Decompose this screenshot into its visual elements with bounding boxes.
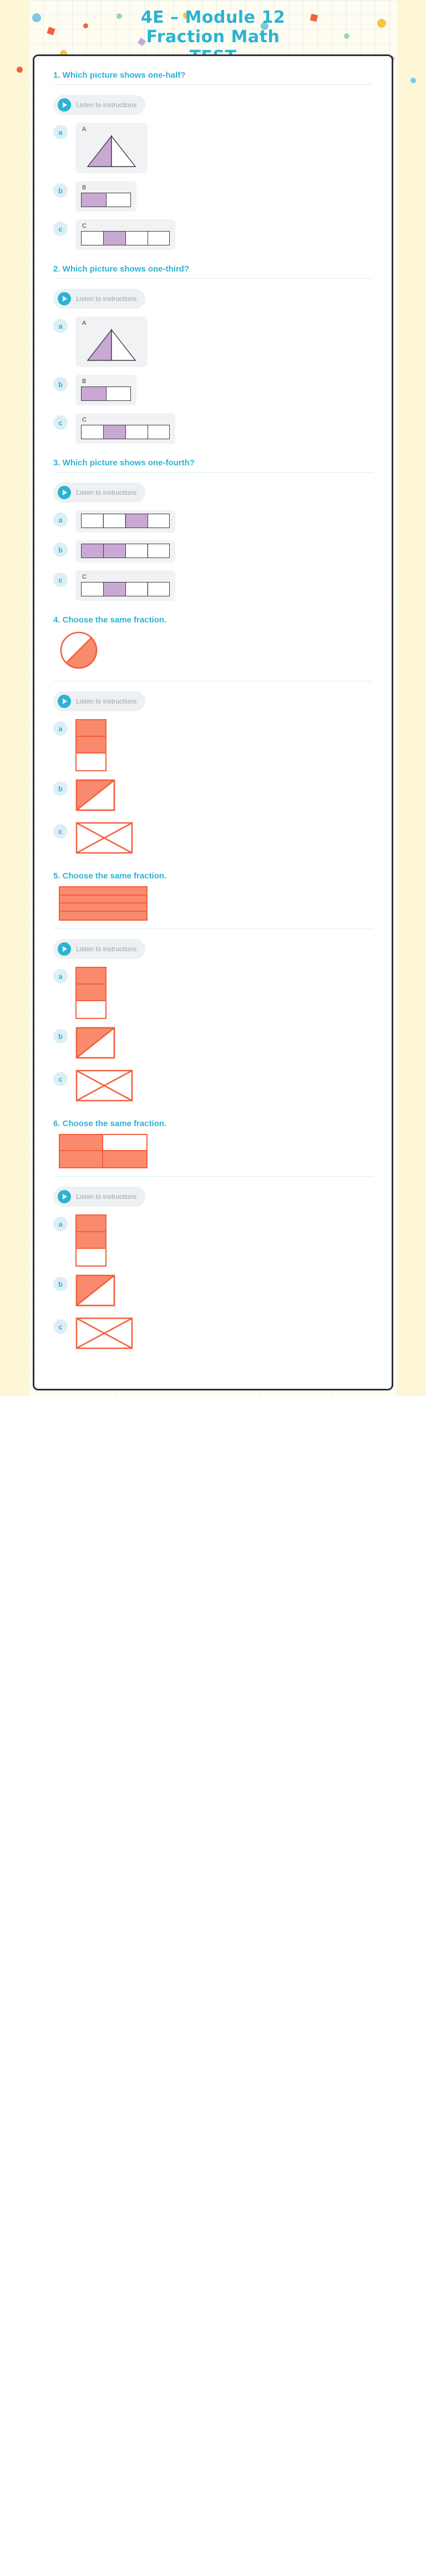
rect-quad-three-filled-figure	[59, 1134, 148, 1168]
option-bubble[interactable]: c	[53, 824, 68, 838]
listen-instructions-button[interactable]	[53, 289, 145, 309]
figure-label: A	[82, 126, 87, 133]
option-4c[interactable]	[53, 822, 373, 857]
question-6-prompt-figure	[59, 1134, 373, 1168]
play-icon[interactable]	[58, 98, 71, 112]
figure-label: C	[82, 574, 87, 581]
rect-x-quarters-figure	[75, 822, 133, 854]
play-icon[interactable]	[58, 292, 71, 305]
option-bubble[interactable]: b	[53, 1277, 68, 1291]
option-figure-panel[interactable]	[75, 1069, 133, 1104]
option-4b[interactable]	[53, 779, 373, 814]
question-6-title: 6. Choose the same fraction.	[53, 1119, 167, 1129]
option-2c[interactable]	[53, 413, 373, 444]
option-bubble[interactable]: a	[53, 319, 68, 333]
question-5-prompt-figure	[59, 886, 373, 921]
option-figure-panel[interactable]	[75, 181, 136, 212]
option-6c[interactable]	[53, 1317, 373, 1352]
listen-instructions-button[interactable]	[53, 939, 145, 959]
option-1b[interactable]	[53, 181, 373, 212]
question-5	[53, 871, 373, 1104]
page-footer	[0, 1390, 426, 1396]
bar-2-one-filled-figure	[81, 386, 131, 401]
audio-label: Listen to instructions	[76, 489, 137, 497]
option-figure-panel[interactable]	[75, 822, 133, 857]
option-3c[interactable]	[53, 570, 373, 601]
option-bubble[interactable]: a	[53, 721, 68, 736]
option-5a[interactable]	[53, 967, 373, 1019]
listen-instructions-button[interactable]	[53, 1187, 145, 1207]
figure-label: C	[82, 416, 87, 424]
option-bubble[interactable]: a	[53, 513, 68, 527]
option-figure-panel[interactable]	[75, 540, 175, 563]
worksheet-card	[33, 54, 393, 1390]
bar-4-one-filled-figure	[81, 231, 170, 245]
option-5c[interactable]	[53, 1069, 373, 1104]
divider	[53, 472, 373, 473]
play-icon[interactable]	[58, 942, 71, 956]
question-4-prompt-figure	[59, 630, 373, 673]
option-figure-panel[interactable]	[75, 1274, 115, 1309]
option-bubble[interactable]: c	[53, 222, 68, 236]
option-bubble[interactable]: a	[53, 1217, 68, 1231]
option-figure-panel[interactable]	[75, 317, 148, 367]
figure-label: C	[82, 223, 87, 230]
option-bubble[interactable]: a	[53, 125, 68, 139]
question-3-title: 3. Which picture shows one-fourth?	[53, 458, 195, 468]
question-2-title: 2. Which picture shows one-third?	[53, 264, 190, 274]
stack3-top-filled-figure	[75, 719, 106, 771]
option-figure-panel[interactable]	[75, 719, 106, 771]
option-figure-panel[interactable]	[75, 123, 148, 173]
option-bubble[interactable]: b	[53, 781, 68, 796]
question-4	[53, 615, 373, 857]
option-4a[interactable]	[53, 719, 373, 771]
figure-label: B	[82, 184, 87, 192]
option-3b[interactable]	[53, 540, 373, 563]
listen-instructions-button[interactable]	[53, 483, 145, 503]
option-5b[interactable]	[53, 1027, 373, 1062]
question-3	[53, 458, 373, 601]
triangle-half-figure	[81, 134, 142, 169]
option-2b[interactable]	[53, 375, 373, 405]
rect-4-horizontal-filled-figure	[59, 886, 148, 921]
bar-4-third-filled-figure	[81, 514, 170, 528]
question-5-title: 5. Choose the same fraction.	[53, 871, 167, 881]
audio-label: Listen to instructions	[76, 101, 137, 109]
option-figure-panel[interactable]	[75, 570, 175, 601]
divider	[53, 1176, 373, 1177]
question-1-title: 1. Which picture shows one-half?	[53, 71, 186, 81]
option-figure-panel[interactable]	[75, 1027, 115, 1062]
square-diagonal-half-figure	[75, 1274, 115, 1307]
play-icon[interactable]	[58, 486, 71, 499]
triangle-half-figure	[81, 328, 142, 363]
stack3-top-filled-figure	[75, 1214, 106, 1267]
option-figure-panel[interactable]	[75, 375, 136, 405]
divider	[53, 278, 373, 279]
option-figure-panel[interactable]	[75, 219, 175, 250]
question-6	[53, 1119, 373, 1352]
option-6a[interactable]	[53, 1214, 373, 1267]
option-bubble[interactable]: c	[53, 1072, 68, 1086]
audio-label: Listen to instructions	[76, 1193, 137, 1201]
divider	[53, 84, 373, 85]
option-figure-panel[interactable]	[75, 413, 175, 444]
title-line-2: Fraction Math	[146, 27, 280, 47]
square-diagonal-half-figure	[75, 779, 115, 811]
option-bubble[interactable]: b	[53, 1029, 68, 1043]
option-figure-panel[interactable]	[75, 967, 106, 1019]
play-icon[interactable]	[58, 1190, 71, 1203]
circle-diagonal-half-figure	[59, 630, 99, 670]
square-diagonal-half-figure	[75, 1027, 115, 1059]
option-bubble[interactable]: a	[53, 969, 68, 983]
option-bubble[interactable]: c	[53, 415, 68, 430]
option-figure-panel[interactable]	[75, 510, 175, 533]
option-figure-panel[interactable]	[75, 1317, 133, 1352]
option-bubble[interactable]: c	[53, 1319, 68, 1334]
bar-4-second-filled-figure	[81, 582, 170, 596]
figure-label: A	[82, 320, 87, 327]
title-line-1: 4E – Module 12	[140, 8, 286, 27]
option-bubble[interactable]: b	[53, 543, 68, 557]
option-1a[interactable]	[53, 123, 373, 173]
stack3-top-filled-figure	[75, 967, 106, 1019]
question-2	[53, 264, 373, 444]
listen-instructions-button[interactable]	[53, 95, 145, 115]
bar-2-one-filled-figure	[81, 193, 131, 207]
option-2a[interactable]	[53, 317, 373, 367]
audio-label: Listen to instructions	[76, 945, 137, 953]
rect-x-quarters-figure	[75, 1317, 133, 1349]
option-bubble[interactable]: c	[53, 573, 68, 587]
play-icon[interactable]	[58, 695, 71, 708]
option-figure-panel[interactable]	[75, 779, 115, 814]
listen-instructions-button[interactable]	[53, 691, 145, 711]
audio-label: Listen to instructions	[76, 697, 137, 706]
option-figure-panel[interactable]	[75, 1214, 106, 1267]
question-4-title: 4. Choose the same fraction.	[53, 615, 167, 625]
option-3a[interactable]	[53, 510, 373, 533]
option-1c[interactable]	[53, 219, 373, 250]
bar-4-one-filled-figure	[81, 425, 170, 439]
bar-4-first-filled-figure	[81, 544, 170, 558]
option-bubble[interactable]: b	[53, 183, 68, 198]
rect-x-quarters-figure	[75, 1069, 133, 1102]
option-bubble[interactable]: b	[53, 377, 68, 391]
audio-label: Listen to instructions	[76, 295, 137, 303]
question-1	[53, 71, 373, 250]
figure-label: B	[82, 378, 87, 385]
divider	[53, 928, 373, 929]
option-6b[interactable]	[53, 1274, 373, 1309]
